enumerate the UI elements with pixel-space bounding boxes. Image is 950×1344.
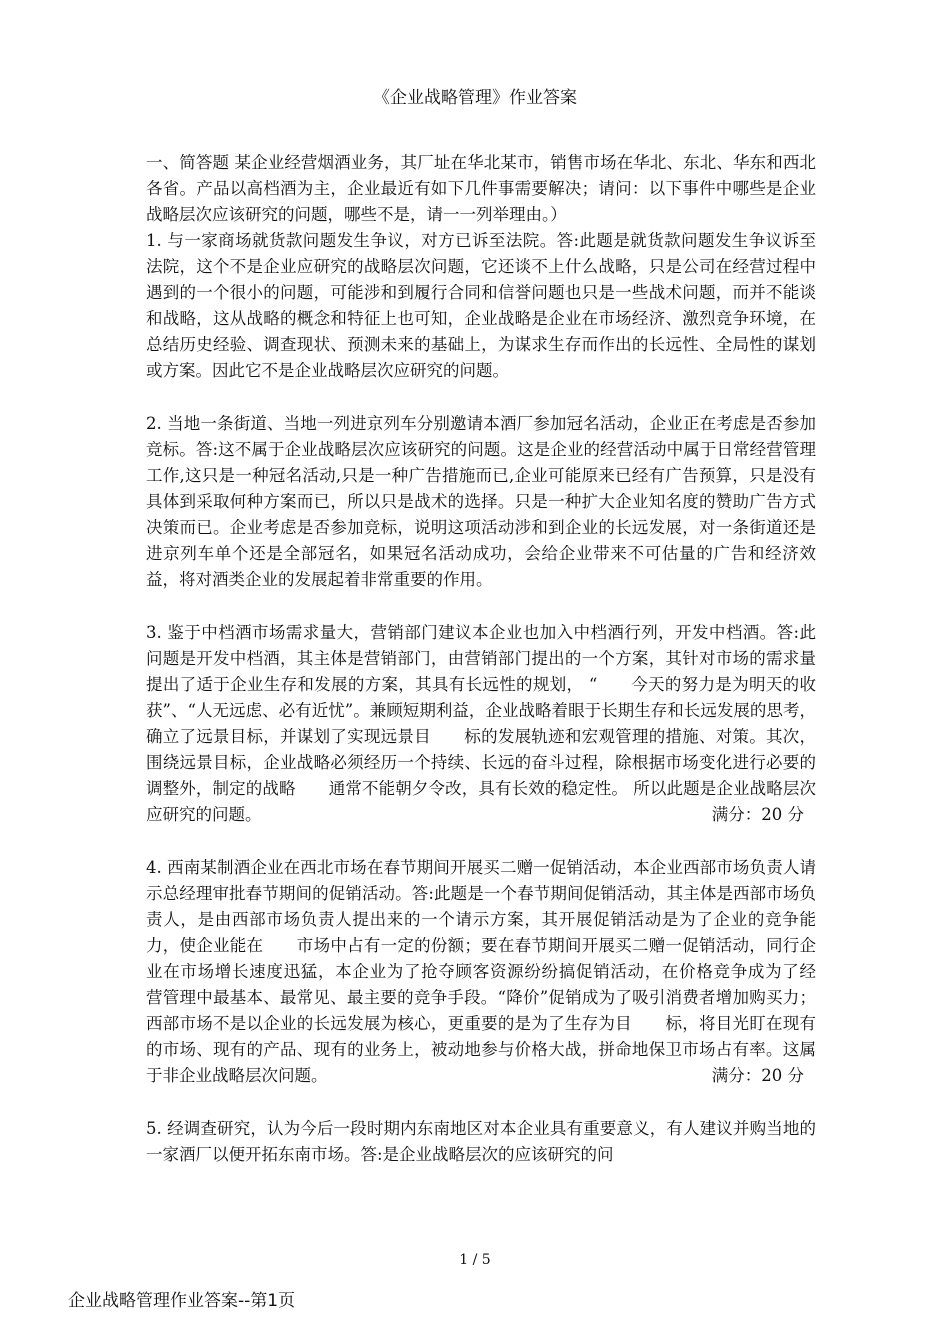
question-4-score: 满分：20 分: [711, 1066, 804, 1085]
footer-note: 企业战略管理作业答案--第1页: [68, 1291, 296, 1311]
question-4-text: 4. 西南某制酒企业在西北市场在春节期间开展买二赠一促销活动，本企业西部市场负责人请示总经理审批春节期间的促销活动。答:此题是一个春节期间促销活动，其主体是西部市场负责人，是由西部市场负责人提出来的一个请示方案，其开展促销活动是为了企业的竞争能力，使企业能在 市场中占有一定的份额；要在春节期间开展买二赠一促销活动，同行企业在市场增长速度迅猛，本企业为了抢夺顾客资源纷纷搞促销活动，在价格竞争成为了经 营管理中最基本、最常见、最主要的竞争手段。“降价”促销成为了吸引消费者增加购买力；西部市场不是以企业的长远发展为核心，更重要的是为了生存为目 标，将目光盯在现有的市场、现有的产品、现有的业务上，被动地参与价格大战，拼命地保卫市场占有率。这属于非企业战略层次问题。: [146, 858, 849, 1085]
question-1-paragraph: 1. 与一家商场就货款问题发生争议，对方已诉至法院。答:此题是就货款问题发生争议诉至法院，这个不是企业应研究的战略层次问题，它还谈不上什么战略，只是公司在经营过程中遇到的一个很小的问题，可能涉和到履行合同和信誉问题也只是一些战术问题，而并不能谈和战略，这从战略的概念和特征上也可知，企业战略是企业在市场经济、激烈竞争环境，在总结历史经验、调查现状、预测未来的基础上，为谋求生存而作出的长远性、全局性的谋划或方案。因此它不是企业战略层次应研究的问题。: [146, 231, 816, 380]
page-number: 1 / 5: [459, 1252, 491, 1268]
question-3-paragraph: [146, 620, 816, 828]
question-5-paragraph: 5. 经调查研究，认为今后一段时期内东南地区对本企业具有重要意义，有人建议并购当地的一家酒厂以便开拓东南市场。答:是企业战略层次的应该研究的问: [146, 1119, 816, 1164]
document-title: 《企业战略管理》作业答案: [373, 88, 577, 108]
intro-paragraph: 一、简答题 某企业经营烟酒业务，其厂址在华北某市，销售市场在华北、东北、华东和西北各省。产品以高档酒为主，企业最近有如下几件事需要解决；请问：以下事件中哪些是企业战略层次应该研究的问题，哪些不是，请一一列举理由。）: [146, 153, 816, 224]
question-2-paragraph: 2. 当地一条街道、当地一列进京列车分别邀请本酒厂参加冠名活动，企业正在考虑是否参加竞标。答:这不属于企业战略层次应该研究的问题。这是企业的经营活动中属于日常经营管理工作,这只是一种冠名活动,只是一种广告措施而已,企业可能原来已经有广告预算，只是没有具体到采取何种方案而已，所以只是战术的选择。只是一种扩大企业知名度的赞助广告方式决策而已。企业考虑是否参加竞标，说明这项活动涉和到企业的长远发展，对一条街道还是进京列车单个还是全部冠名，如果冠名活动成功，会给企业带来不可估量的广告和经济效益，将对酒类企业的发展起着非常重要的作用。: [146, 414, 816, 589]
question-4-paragraph: [146, 855, 849, 1089]
question-3-text: 3. 鉴于中档酒市场需求量大，营销部门建议本企业也加入中档酒行列，开发中档酒。答:此问题是开发中档酒，其主体是营销部门，由营销部门提出的一个方案，其针对市场的需求量提出了适于企业生存和发展的方案，其具有长远性的规划， “ 今天的努力是为明天的收获”、“人无远虑、必有近忧”。兼顾短期利益，企业战略着眼于长期生存和长远发展的思考，确立了远景目标，并谋划了实现远景目 标的发展轨迹和宏观管理的措施、对策。其次，围绕远景目标，企业战略必须经历一个持续、长远的奋斗过程，除根据市场变化进行必要的调整外，制定的战略 通常不能朝夕令改，具有长效的稳定性。 所以此题是企业战略层次应研究的问题。: [146, 623, 816, 824]
document-body: [146, 150, 849, 1195]
question-3-score: 满分：20 分: [711, 805, 804, 824]
